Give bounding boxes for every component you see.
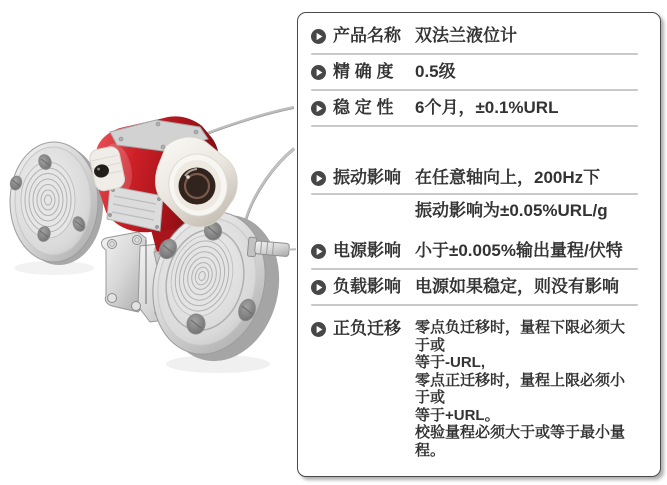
separator — [311, 304, 638, 306]
spec-row-load-effect — [311, 270, 638, 304]
migration-line: 校验量程必须大于或等于最小量程。 — [415, 424, 626, 459]
play-circle-icon — [311, 65, 326, 80]
spec-value: 0.5级 — [415, 61, 456, 81]
play-circle-icon — [311, 101, 326, 116]
spec-row-stability — [311, 91, 638, 125]
spec-value-multiline — [415, 319, 638, 459]
spec-label: 产品名称 — [333, 25, 401, 45]
spec-value: 在任意轴向上，200Hz下 — [415, 167, 601, 187]
migration-line: 零点正迁移时，量程上限必须小于或 — [415, 371, 626, 406]
spec-row-vibration-continued — [311, 195, 638, 227]
spec-panel — [297, 12, 661, 477]
double-flange-level-transmitter-photo — [0, 0, 300, 485]
spec-label: 精 确 度 — [333, 61, 394, 81]
play-circle-icon — [311, 322, 326, 337]
migration-line: 等于-URL, — [415, 354, 485, 371]
spec-value: 双法兰液位计 — [415, 25, 517, 45]
spacer — [311, 227, 638, 234]
left-flange — [9, 142, 103, 265]
spec-value: 电源如果稳定，则没有影响 — [415, 276, 619, 296]
spec-row-migration — [311, 319, 638, 459]
spec-row-vibration — [311, 163, 638, 193]
spec-label: 正负迁移 — [333, 319, 401, 338]
spec-label: 负载影响 — [333, 276, 401, 296]
play-circle-icon — [311, 244, 326, 259]
play-circle-icon — [311, 29, 326, 44]
spec-label: 稳 定 性 — [333, 97, 394, 117]
migration-line: 零点负迁移时，量程下限必须大于或 — [415, 319, 626, 354]
spec-value: 小于±0.005%输出量程/伏特 — [415, 240, 623, 260]
play-circle-icon — [311, 171, 326, 186]
spec-label: 振动影响 — [333, 167, 401, 187]
spec-label: 电源影响 — [333, 240, 401, 260]
migration-line: 等于+URL。 — [415, 406, 500, 424]
product-photo — [0, 0, 300, 485]
spec-value: 6个月，±0.1%URL — [415, 97, 559, 117]
spec-row-product-name — [311, 19, 638, 53]
spacer — [311, 127, 638, 163]
spec-row-accuracy — [311, 55, 638, 89]
spec-row-power-effect — [311, 234, 638, 268]
spec-value: 振动影响为±0.05%URL/g — [415, 200, 608, 220]
play-circle-icon — [311, 280, 326, 295]
